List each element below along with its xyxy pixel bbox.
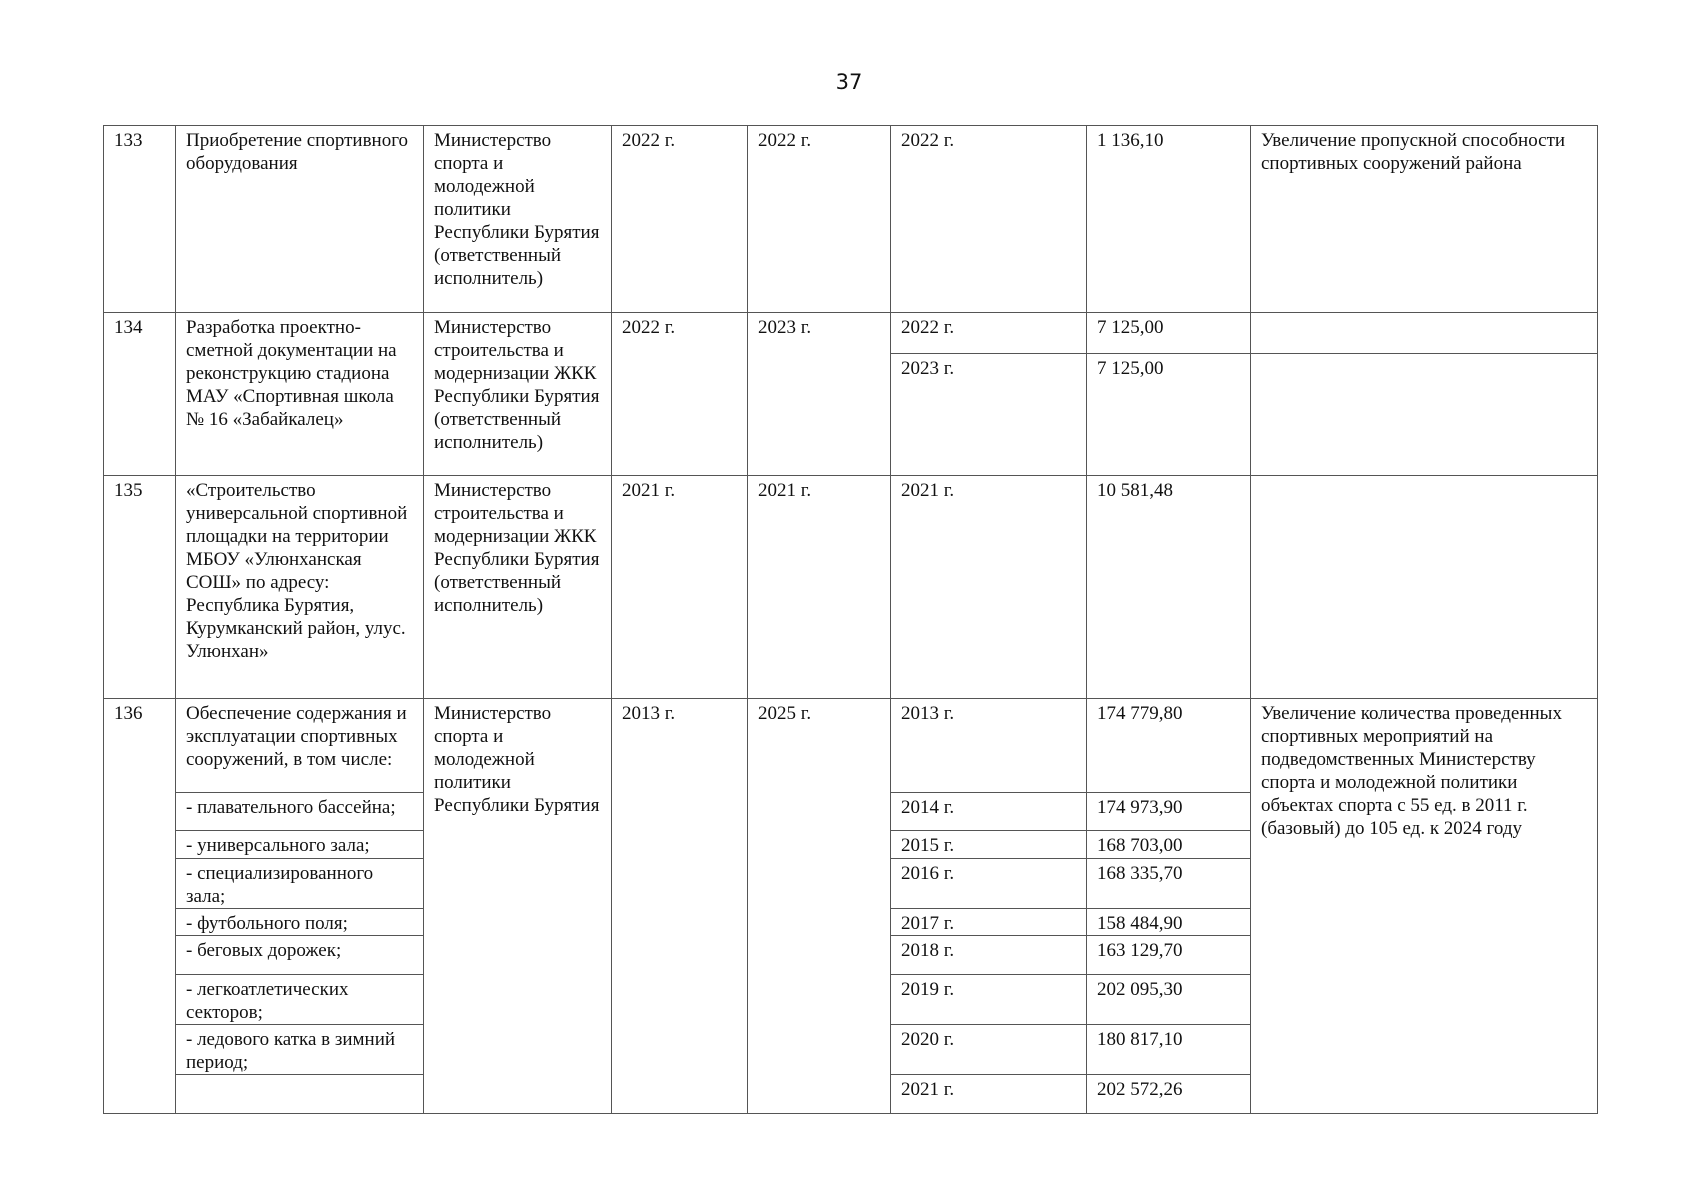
end-year: 2023 г.	[748, 313, 891, 476]
row-number: 134	[104, 313, 176, 476]
expected-result-empty	[1251, 354, 1598, 476]
measure-name: Приобретение спортивного оборудования	[176, 126, 424, 313]
table-row	[104, 699, 1598, 793]
sub-item	[176, 1075, 424, 1114]
expected-result: Увеличение пропускной способности спортивных сооружений района	[1251, 126, 1598, 313]
start-year: 2013 г.	[612, 699, 748, 1114]
finance-amount: 10 581,48	[1087, 476, 1251, 699]
program-table	[103, 125, 1598, 1114]
finance-amount: 202 095,30	[1087, 975, 1251, 1025]
start-year: 2021 г.	[612, 476, 748, 699]
start-year: 2022 г.	[612, 126, 748, 313]
finance-amount: 7 125,00	[1087, 313, 1251, 354]
finance-year: 2022 г.	[891, 126, 1087, 313]
end-year: 2021 г.	[748, 476, 891, 699]
table-row	[104, 313, 1598, 354]
executor: Министерство строительства и модернизации ЖКК Республики Бурятия (ответственный исполнитель)	[424, 313, 612, 476]
executor: Министерство спорта и молодежной политики Республики Бурятия (ответственный исполнитель)	[424, 126, 612, 313]
finance-year: 2020 г.	[891, 1025, 1087, 1075]
measure-name: Разработка проектно-сметной документации на реконструкцию стадиона МАУ «Спортивная школа № 16 «Забайкалец»	[176, 313, 424, 476]
finance-year: 2013 г.	[891, 699, 1087, 793]
finance-year: 2018 г.	[891, 936, 1087, 975]
executor: Министерство строительства и модернизации ЖКК Республики Бурятия (ответственный исполнитель)	[424, 476, 612, 699]
row-number: 135	[104, 476, 176, 699]
sub-item: - футбольного поля;	[176, 909, 424, 936]
finance-amount: 1 136,10	[1087, 126, 1251, 313]
finance-amount: 202 572,26	[1087, 1075, 1251, 1114]
finance-year: 2021 г.	[891, 1075, 1087, 1114]
row-number: 133	[104, 126, 176, 313]
finance-year: 2017 г.	[891, 909, 1087, 936]
measure-name: Обеспечение содержания и эксплуатации спортивных сооружений, в том числе:	[176, 699, 424, 793]
table-row	[104, 126, 1598, 313]
measure-name: «Строительство универсальной спортивной площадки на территории МБОУ «Улюнханская СОШ» по адресу: Республика Бурятия, Курумканский район, улус. Улюнхан»	[176, 476, 424, 699]
finance-amount: 174 973,90	[1087, 793, 1251, 831]
finance-amount: 174 779,80	[1087, 699, 1251, 793]
sub-item: - беговых дорожек;	[176, 936, 424, 975]
finance-year: 2023 г.	[891, 354, 1087, 476]
finance-amount: 158 484,90	[1087, 909, 1251, 936]
sub-item: - ледового катка в зимний период;	[176, 1025, 424, 1075]
finance-amount: 7 125,00	[1087, 354, 1251, 476]
row-number: 136	[104, 699, 176, 1114]
table-row	[104, 476, 1598, 699]
finance-amount: 180 817,10	[1087, 1025, 1251, 1075]
finance-year: 2014 г.	[891, 793, 1087, 831]
sub-item: - плавательного бассейна;	[176, 793, 424, 831]
finance-year: 2021 г.	[891, 476, 1087, 699]
sub-item: - специализированного зала;	[176, 859, 424, 909]
sub-item: - универсального зала;	[176, 831, 424, 859]
finance-amount: 163 129,70	[1087, 936, 1251, 975]
expected-result	[1251, 313, 1598, 354]
start-year: 2022 г.	[612, 313, 748, 476]
expected-result: Увеличение количества проведенных спортивных мероприятий на подведомственных Министерству спорта и молодежной политики объектах спорта с 55 ед. в 2011 г. (базовый) до 105 ед. к 2024 году	[1251, 699, 1598, 1114]
end-year: 2025 г.	[748, 699, 891, 1114]
end-year: 2022 г.	[748, 126, 891, 313]
page-number: 37	[835, 70, 863, 94]
finance-year: 2016 г.	[891, 859, 1087, 909]
finance-amount: 168 335,70	[1087, 859, 1251, 909]
expected-result	[1251, 476, 1598, 699]
finance-year: 2015 г.	[891, 831, 1087, 859]
executor: Министерство спорта и молодежной политики Республики Бурятия	[424, 699, 612, 1114]
finance-year: 2019 г.	[891, 975, 1087, 1025]
finance-amount: 168 703,00	[1087, 831, 1251, 859]
sub-item: - легкоатлетических секторов;	[176, 975, 424, 1025]
finance-year: 2022 г.	[891, 313, 1087, 354]
